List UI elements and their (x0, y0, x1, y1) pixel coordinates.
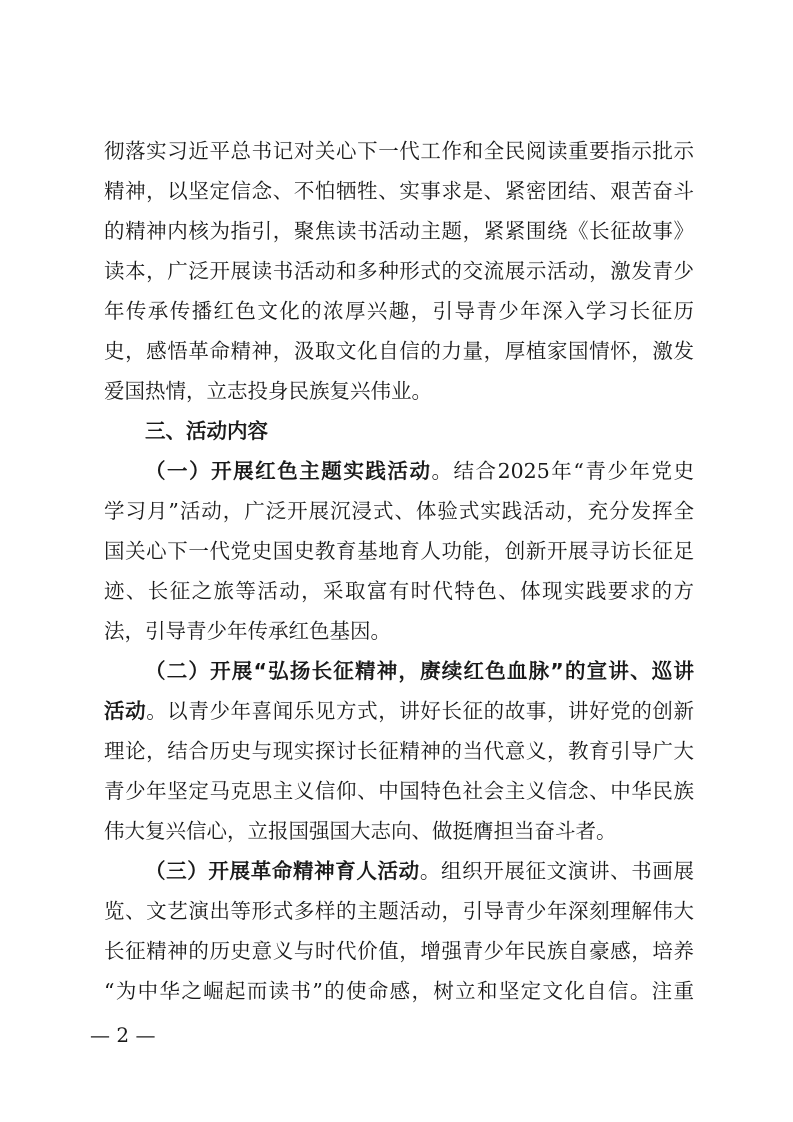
item-3-paragraph (104, 851, 694, 1011)
paragraph-line: 的精神内核为指引，聚焦读书活动主题，紧紧围绕《长征故事》 (104, 219, 694, 243)
paragraph-line: 彻落实习近平总书记对关心下一代工作和全民阅读重要指示批示 (104, 139, 694, 163)
paragraph-line: 读本，广泛开展读书活动和多种形式的交流展示活动，激发青少 (104, 259, 694, 283)
paragraph-line: 精神，以坚定信念、不怕牺牲、实事求是、紧密团结、艰苦奋斗 (104, 179, 694, 203)
paragraph-line: 青少年坚定马克思主义信仰、中国特色社会主义信念、中华民族 (104, 779, 694, 803)
paragraph-line: 爱国热情，立志投身民族复兴伟业。 (104, 379, 432, 403)
paragraph-line: 长征精神的历史意义与时代价值，增强青少年民族自豪感，培养 (104, 939, 694, 963)
item-3-text: 。组织开展征文演讲、书画展 (419, 859, 695, 883)
item-2-text: 。以青少年喜闻乐见方式，讲好长征的故事，讲好党的创新 (146, 699, 695, 723)
paragraph-line: 法，引导青少年传承红色基因。 (104, 619, 391, 643)
document-body (104, 131, 694, 1011)
paragraph-line: 览、文艺演出等形式多样的主题活动，引导青少年深刻理解伟大 (104, 899, 694, 923)
paragraph-line (104, 451, 694, 491)
paragraph-line: 史，感悟革命精神，汲取文化自信的力量，厚植家国情怀，激发 (104, 339, 694, 363)
paragraph-line: 理论，结合历史与现实探讨长征精神的当代意义，教育引导广大 (104, 739, 694, 763)
item-2-title-end: 活动 (104, 699, 147, 723)
item-1-paragraph (104, 451, 694, 651)
paragraph-line: 学习月”活动，广泛开展沉浸式、体验式实践活动，充分发挥全 (104, 499, 694, 523)
paragraph-line (104, 851, 694, 891)
item-2-title: （二）开展“弘扬长征精神，赓续红色血脉”的宣讲、巡讲 (145, 659, 694, 683)
item-2-paragraph (104, 651, 694, 851)
paragraph-line: 迹、长征之旅等活动，采取富有时代特色、体现实践要求的方 (104, 579, 694, 603)
item-3-title: （三）开展革命精神育人活动 (145, 859, 420, 883)
paragraph-line: 年传承传播红色文化的浓厚兴趣，引导青少年深入学习长征历 (104, 299, 694, 323)
paragraph-line: 伟大复兴信心，立报国强国大志向、做挺膺担当奋斗者。 (104, 819, 617, 843)
paragraph-line: “为中华之崛起而读书”的使命感，树立和坚定文化自信。注重 (104, 979, 694, 1003)
section-heading: 三、活动内容 (145, 419, 268, 443)
page-number: — 2 — (90, 1023, 156, 1047)
paragraph-line (104, 691, 694, 731)
item-1-title: （一）开展红色主题实践活动 (145, 459, 432, 483)
item-1-text: 。结合2025年“青少年党史 (431, 459, 695, 483)
paragraph-line: 国关心下一代党史国史教育基地育人功能，创新开展寻访长征足 (104, 539, 694, 563)
intro-paragraph (104, 131, 694, 411)
